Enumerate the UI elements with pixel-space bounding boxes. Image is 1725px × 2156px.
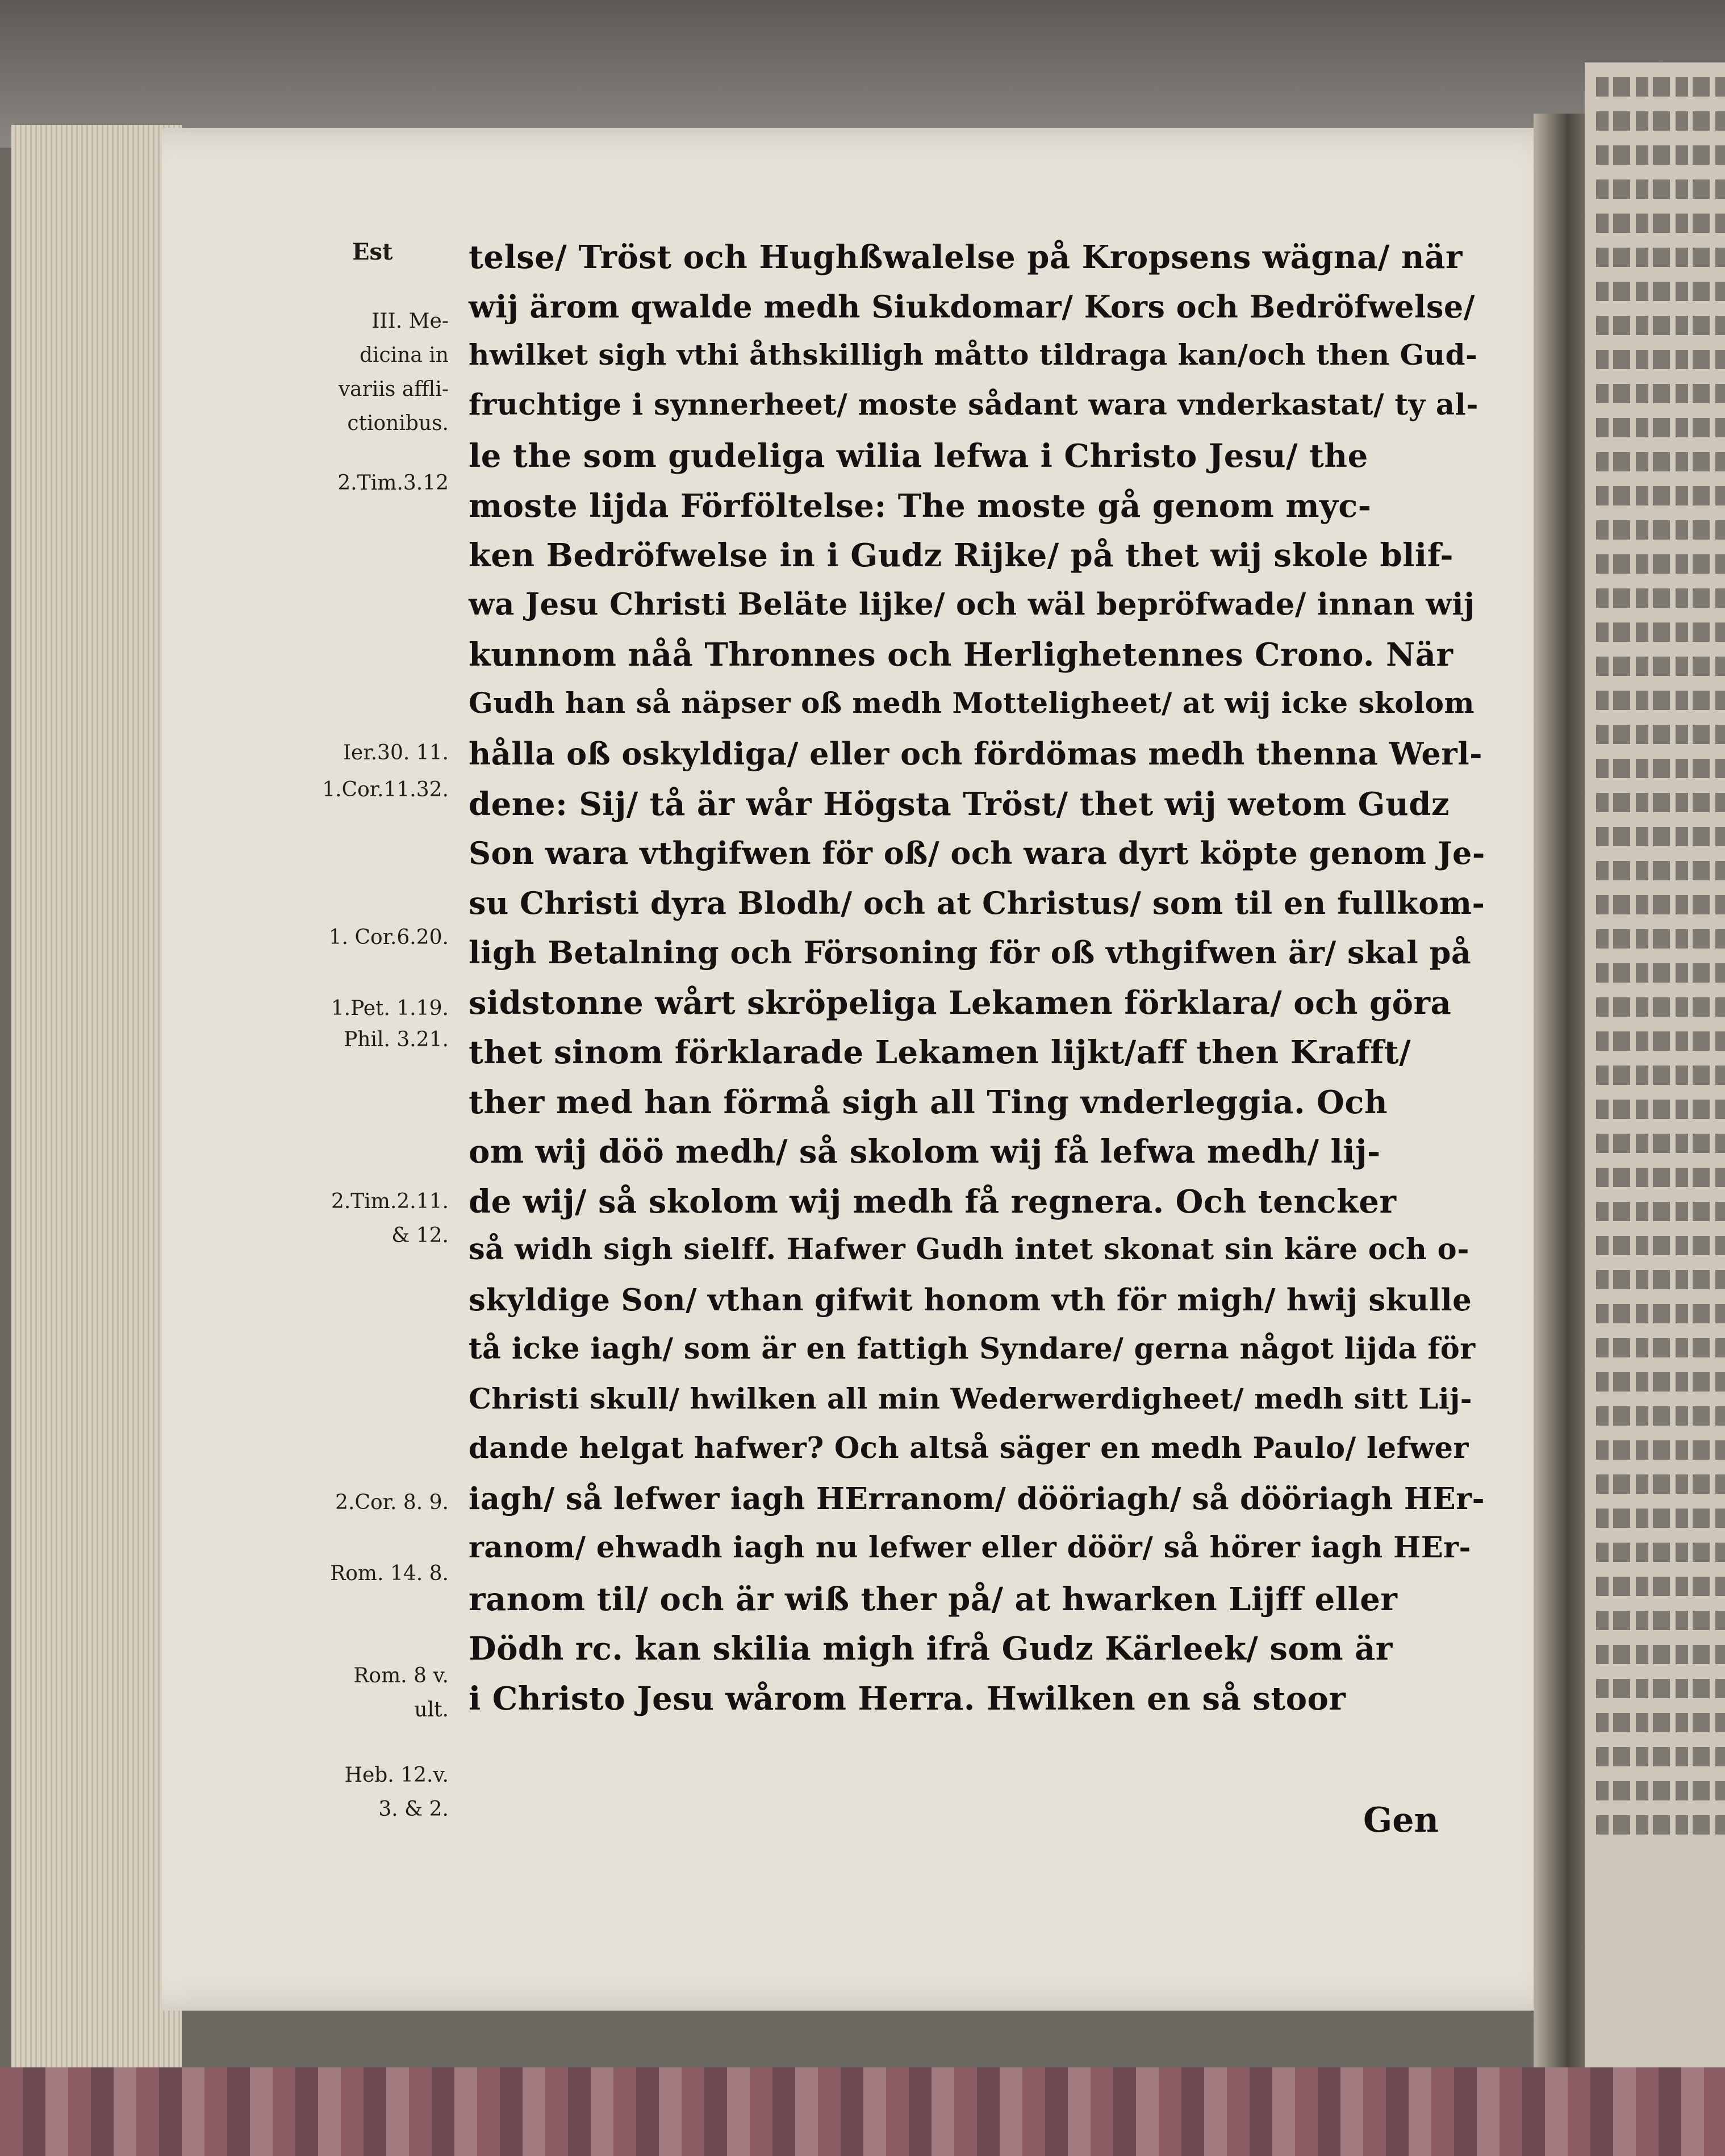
margin-note: Rom. 8 v. bbox=[353, 1664, 449, 1687]
margin-note: 1.Cor.11.32. bbox=[322, 778, 449, 801]
page-edges bbox=[11, 125, 182, 2067]
text-line: sidstonne wårt skröpeliga Lekamen förklara/ och göra bbox=[469, 984, 1452, 1022]
facing-page-line bbox=[1596, 1270, 1725, 1289]
text-line: dene: Sij/ tå är wår Högsta Tröst/ thet wij wetom Gudz bbox=[469, 785, 1450, 823]
facing-page-line bbox=[1596, 963, 1725, 983]
margin-note: dicina in bbox=[359, 344, 449, 367]
facing-page-line bbox=[1596, 1168, 1725, 1187]
facing-page-line bbox=[1596, 1100, 1725, 1119]
text-line: så widh sigh sielff. Hafwer Gudh intet skonat sin käre och o- bbox=[469, 1232, 1469, 1267]
facing-page-line bbox=[1596, 248, 1725, 267]
text-line: fruchtige i synnerheet/ moste sådant wara vnderkastat/ ty al- bbox=[469, 387, 1478, 422]
facing-page-line bbox=[1596, 486, 1725, 505]
text-line: ther med han förmå sigh all Ting vnderleggia. Och bbox=[469, 1083, 1388, 1121]
text-line: ken Bedröfwelse in i Gudz Rijke/ på thet wij skole blif- bbox=[469, 537, 1454, 574]
facing-page-line bbox=[1596, 759, 1725, 778]
facing-page-line bbox=[1596, 520, 1725, 540]
facing-page-line bbox=[1596, 1338, 1725, 1357]
facing-page-line bbox=[1596, 1134, 1725, 1153]
facing-page-line bbox=[1596, 1747, 1725, 1766]
facing-page-line bbox=[1596, 588, 1725, 608]
facing-page-line bbox=[1596, 77, 1725, 97]
facing-page-line bbox=[1596, 827, 1725, 846]
facing-page-line bbox=[1596, 1474, 1725, 1494]
facing-page-line bbox=[1596, 1645, 1725, 1664]
facing-page-line bbox=[1596, 1577, 1725, 1596]
facing-page-line bbox=[1596, 1679, 1725, 1698]
facing-page-line bbox=[1596, 1713, 1725, 1732]
margin-note: III. Me- bbox=[371, 310, 449, 333]
margin-note: ctionibus. bbox=[347, 412, 449, 435]
text-line: de wij/ så skolom wij medh få regnera. Och tencker bbox=[469, 1183, 1397, 1221]
text-line: hålla oß oskyldiga/ eller och fördömas medh thenna Werl- bbox=[469, 736, 1483, 772]
text-line: dande helgat hafwer? Och altså säger en medh Paulo/ lefwer bbox=[469, 1431, 1469, 1465]
facing-page-line bbox=[1596, 282, 1725, 301]
facing-page-line bbox=[1596, 691, 1725, 710]
facing-page-line bbox=[1596, 384, 1725, 403]
facing-page-line bbox=[1596, 1202, 1725, 1221]
text-line: Christi skull/ hwilken all min Wederwerdigheet/ medh sitt Lij- bbox=[469, 1381, 1473, 1415]
facing-page-line bbox=[1596, 554, 1725, 574]
text-line: su Christi dyra Blodh/ och at Christus/ som til en fullkom- bbox=[469, 884, 1485, 921]
facing-page-line bbox=[1596, 1236, 1725, 1255]
facing-page-line bbox=[1596, 861, 1725, 880]
margin-note: 2.Tim.2.11. bbox=[331, 1190, 449, 1213]
text-line: ranom til/ och är wiß ther på/ at hwarken Lijff eller bbox=[469, 1580, 1398, 1618]
facing-page-line bbox=[1596, 418, 1725, 437]
text-line: moste lijda Förföltelse: The moste gå genom myc- bbox=[469, 487, 1372, 525]
text-line: Gudh han så näpser oß medh Motteligheet/ at wij icke skolom bbox=[469, 686, 1475, 720]
text-line: i Christo Jesu wårom Herra. Hwilken en så stoor bbox=[469, 1679, 1346, 1718]
facing-page-line bbox=[1596, 622, 1725, 642]
text-line: iagh/ så lefwer iagh HErranom/ dööriagh/ så dööriagh HEr- bbox=[469, 1481, 1485, 1516]
facing-page bbox=[1585, 62, 1725, 2067]
text-line: ligh Betalning och Försoning för oß vthgifwen är/ skal på bbox=[469, 934, 1472, 971]
margin-note: ult. bbox=[414, 1698, 449, 1722]
text-line: ranom/ ehwadh iagh nu lefwer eller döör/ så hörer iagh HEr- bbox=[469, 1531, 1472, 1565]
facing-page-line bbox=[1596, 1066, 1725, 1085]
facing-page-line bbox=[1596, 316, 1725, 335]
background-top bbox=[0, 0, 1725, 148]
facing-page-line bbox=[1596, 657, 1725, 676]
text-line: telse/ Tröst och Hughßwalelse på Kropsens wägna/ när bbox=[469, 239, 1463, 276]
facing-page-line bbox=[1596, 1372, 1725, 1392]
facing-page-line bbox=[1596, 179, 1725, 199]
facing-page-line bbox=[1596, 1509, 1725, 1528]
facing-page-line bbox=[1596, 350, 1725, 369]
facing-page-line bbox=[1596, 1781, 1725, 1800]
facing-page-line bbox=[1596, 1611, 1725, 1630]
text-line: Son wara vthgifwen för oß/ och wara dyrt köpte genom Je- bbox=[469, 835, 1485, 871]
facing-page-line bbox=[1596, 1543, 1725, 1562]
text-line: skyldige Son/ vthan gifwit honom vth för migh/ hwij skulle bbox=[469, 1282, 1472, 1318]
text-line: hwilket sigh vthi åthskilligh måtto tildraga kan/och then Gud- bbox=[469, 338, 1478, 371]
facing-page-line bbox=[1596, 997, 1725, 1017]
text-line: Dödh rc. kan skilia migh ifrå Gudz Kärleek/ som är bbox=[469, 1630, 1393, 1668]
text-line: om wij döö medh/ så skolom wij få lefwa medh/ lij- bbox=[469, 1133, 1381, 1171]
facing-page-line bbox=[1596, 895, 1725, 914]
margin-note: variis affli- bbox=[338, 378, 449, 401]
facing-page-line bbox=[1596, 1304, 1725, 1323]
facing-page-line bbox=[1596, 214, 1725, 233]
facing-page-line bbox=[1596, 1406, 1725, 1426]
margin-note: & 12. bbox=[391, 1224, 449, 1247]
text-line: wa Jesu Christi Beläte lijke/ och wäl bepröfwade/ innan wij bbox=[469, 586, 1475, 622]
margin-note: 1. Cor.6.20. bbox=[328, 926, 449, 949]
facing-page-line bbox=[1596, 452, 1725, 471]
text-line: kunnom nåå Thronnes och Herlighetennes Crono. När bbox=[469, 636, 1453, 674]
margin-note: 2.Tim.3.12 bbox=[337, 471, 449, 495]
facing-page-line bbox=[1596, 1440, 1725, 1460]
text-line: wij ärom qwalde medh Siukdomar/ Kors och Bedröfwelse/ bbox=[469, 288, 1475, 325]
facing-page-line bbox=[1596, 793, 1725, 812]
facing-page-line bbox=[1596, 1815, 1725, 1835]
margin-note: 3. & 2. bbox=[378, 1798, 449, 1821]
catchword-top: Est bbox=[352, 239, 393, 265]
catchword-bottom: Gen bbox=[1363, 1800, 1439, 1840]
margin-note: Rom. 14. 8. bbox=[330, 1562, 449, 1585]
facing-page-line bbox=[1596, 725, 1725, 744]
text-line: le the som gudeliga wilia lefwa i Christo Jesu/ the bbox=[469, 437, 1368, 475]
facing-page-line bbox=[1596, 929, 1725, 949]
facing-page-line bbox=[1596, 111, 1725, 131]
facing-page-line bbox=[1596, 145, 1725, 165]
margin-note: 2.Cor. 8. 9. bbox=[335, 1491, 449, 1514]
margin-note: Ier.30. 11. bbox=[343, 741, 449, 764]
margin-note: 1.Pet. 1.19. bbox=[331, 997, 449, 1020]
background-cloth bbox=[0, 2067, 1725, 2156]
text-line: tå icke iagh/ som är en fattigh Syndare/ gerna något lijda för bbox=[469, 1332, 1476, 1366]
margin-note: Phil. 3.21. bbox=[344, 1028, 449, 1051]
facing-page-line bbox=[1596, 1031, 1725, 1051]
text-line: thet sinom förklarade Lekamen lijkt/aff then Krafft/ bbox=[469, 1034, 1411, 1071]
margin-note: Heb. 12.v. bbox=[344, 1764, 449, 1787]
